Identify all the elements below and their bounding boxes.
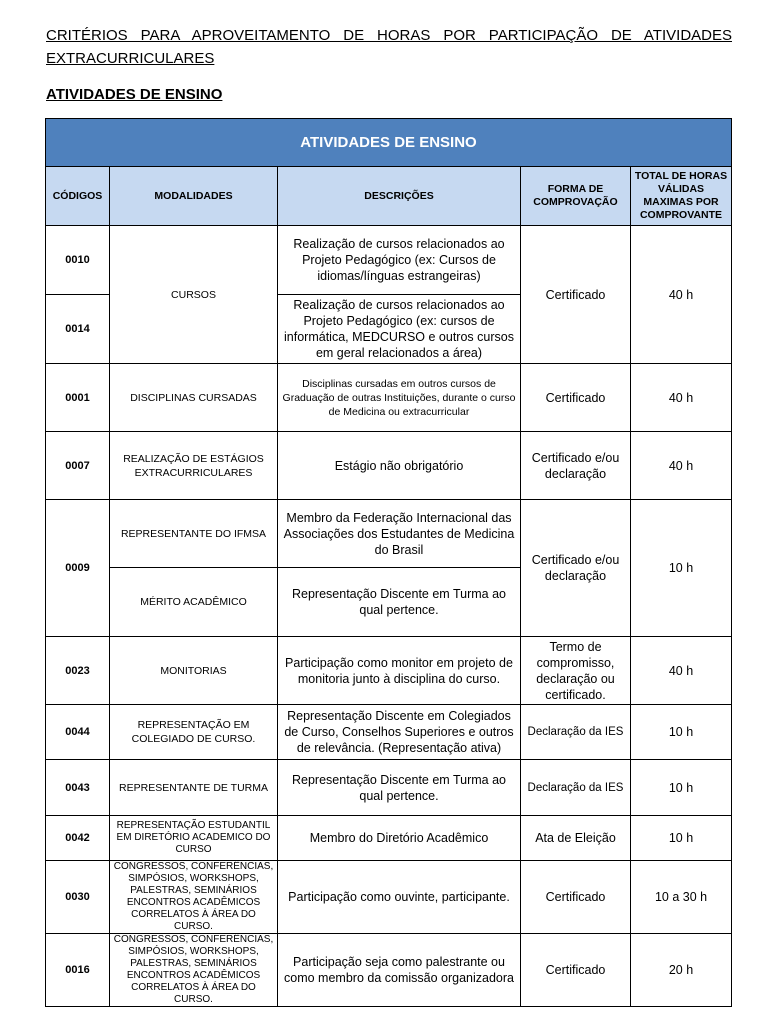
header-modalidades: MODALIDADES [110, 167, 278, 226]
header-descricoes: DESCRIÇÕES [278, 167, 521, 226]
descricao-cell: Membro do Diretório Acadêmico [278, 816, 521, 861]
modalidade-cell: REPRESENTANTE DO IFMSA [110, 500, 278, 568]
table-row [46, 816, 732, 861]
code-cell: 0016 [46, 934, 110, 1007]
table-row [46, 760, 732, 816]
header-total: TOTAL DE HORAS VÁLIDAS MAXIMAS POR COMPROVANTE [631, 167, 732, 226]
forma-cell: Certificado e/ou declaração [521, 500, 631, 637]
forma-cell: Declaração da IES [521, 705, 631, 760]
descricao-cell: Disciplinas cursadas em outros cursos de Graduação de outras Instituições, durante o curso de Medicina ou extracurricular [278, 364, 521, 432]
table-row [46, 500, 732, 568]
code-cell: 0009 [46, 500, 110, 637]
table-row [46, 364, 732, 432]
horas-cell: 10 h [631, 705, 732, 760]
descricao-cell: Representação Discente em Turma ao qual pertence. [278, 760, 521, 816]
modalidade-cell: REALIZAÇÃO DE ESTÁGIOS EXTRACURRICULARES [110, 432, 278, 500]
horas-cell: 40 h [631, 364, 732, 432]
descricao-cell: Representação Discente em Turma ao qual pertence. [278, 568, 521, 637]
forma-cell: Termo de compromisso, declaração ou certificado. [521, 637, 631, 705]
table-header-row [46, 167, 732, 226]
horas-cell: 10 a 30 h [631, 861, 732, 934]
descricao-cell: Representação Discente em Colegiados de Curso, Conselhos Superiores e outros de relevância. (Representação ativa) [278, 705, 521, 760]
descricao-cell: Participação como monitor em projeto de monitoria junto à disciplina do curso. [278, 637, 521, 705]
code-cell: 0023 [46, 637, 110, 705]
activities-table [45, 118, 732, 1007]
forma-cell: Certificado [521, 364, 631, 432]
horas-cell: 10 h [631, 816, 732, 861]
table-band-title: ATIVIDADES DE ENSINO [46, 119, 732, 167]
descricao-cell: Realização de cursos relacionados ao Projeto Pedagógico (ex: Cursos de idiomas/línguas estrangeiras) [278, 226, 521, 295]
section-heading: ATIVIDADES DE ENSINO [46, 86, 223, 103]
code-cell: 0001 [46, 364, 110, 432]
horas-cell: 10 h [631, 760, 732, 816]
modalidade-cell: DISCIPLINAS CURSADAS [110, 364, 278, 432]
code-cell: 0043 [46, 760, 110, 816]
modalidade-cell: MÉRITO ACADÊMICO [110, 568, 278, 637]
forma-cell: Declaração da IES [521, 760, 631, 816]
code-cell: 0010 [46, 226, 110, 295]
modalidade-cell: REPRESENTANTE DE TURMA [110, 760, 278, 816]
modalidade-cell: CONGRESSOS, CONFERÊNCIAS, SIMPÓSIOS, WORKSHOPS, PALESTRAS, SEMINÁRIOS ENCONTROS ACADÊMICOS CORRELATOS À ÁREA DO CURSO. [110, 861, 278, 934]
code-cell: 0042 [46, 816, 110, 861]
descricao-cell: Estágio não obrigatório [278, 432, 521, 500]
horas-cell: 40 h [631, 637, 732, 705]
header-codigos: CÓDIGOS [46, 167, 110, 226]
modalidade-cell: REPRESENTAÇÃO EM COLEGIADO DE CURSO. [110, 705, 278, 760]
forma-cell: Certificado [521, 226, 631, 364]
table-row [46, 432, 732, 500]
table-row [46, 861, 732, 934]
descricao-cell: Participação como ouvinte, participante. [278, 861, 521, 934]
table-row [46, 705, 732, 760]
forma-cell: Certificado e/ou declaração [521, 432, 631, 500]
forma-cell: Certificado [521, 934, 631, 1007]
descricao-cell: Membro da Federação Internacional das Associações dos Estudantes de Medicina do Brasil [278, 500, 521, 568]
header-forma: FORMA DE COMPROVAÇÃO [521, 167, 631, 226]
table-row [46, 934, 732, 1007]
modalidade-cell: MONITORIAS [110, 637, 278, 705]
code-cell: 0030 [46, 861, 110, 934]
code-cell: 0014 [46, 295, 110, 364]
document-title-line1: CRITÉRIOS PARA APROVEITAMENTO DE HORAS POR PARTICIPAÇÃO DE ATIVIDADES [46, 27, 732, 44]
descricao-cell: Realização de cursos relacionados ao Projeto Pedagógico (ex: cursos de informática, MEDCURSO e outros cursos em geral relacionados a área) [278, 295, 521, 364]
forma-cell: Ata de Eleição [521, 816, 631, 861]
forma-cell: Certificado [521, 861, 631, 934]
descricao-cell: Participação seja como palestrante ou como membro da comissão organizadora [278, 934, 521, 1007]
code-cell: 0007 [46, 432, 110, 500]
horas-cell: 10 h [631, 500, 732, 637]
table-row [46, 637, 732, 705]
modalidade-cell: CURSOS [110, 226, 278, 364]
document-title-line2: EXTRACURRICULARES [46, 50, 215, 67]
horas-cell: 40 h [631, 432, 732, 500]
document-title [46, 24, 732, 70]
modalidade-cell: CONGRESSOS, CONFERÊNCIAS, SIMPÓSIOS, WORKSHOPS, PALESTRAS, SEMINÁRIOS ENCONTROS ACADÊMICOS CORRELATOS À ÁREA DO CURSO. [110, 934, 278, 1007]
horas-cell: 40 h [631, 226, 732, 364]
table-row [46, 226, 732, 295]
horas-cell: 20 h [631, 934, 732, 1007]
code-cell: 0044 [46, 705, 110, 760]
modalidade-cell: REPRESENTAÇÃO ESTUDANTIL EM DIRETÓRIO ACADEMICO DO CURSO [110, 816, 278, 861]
